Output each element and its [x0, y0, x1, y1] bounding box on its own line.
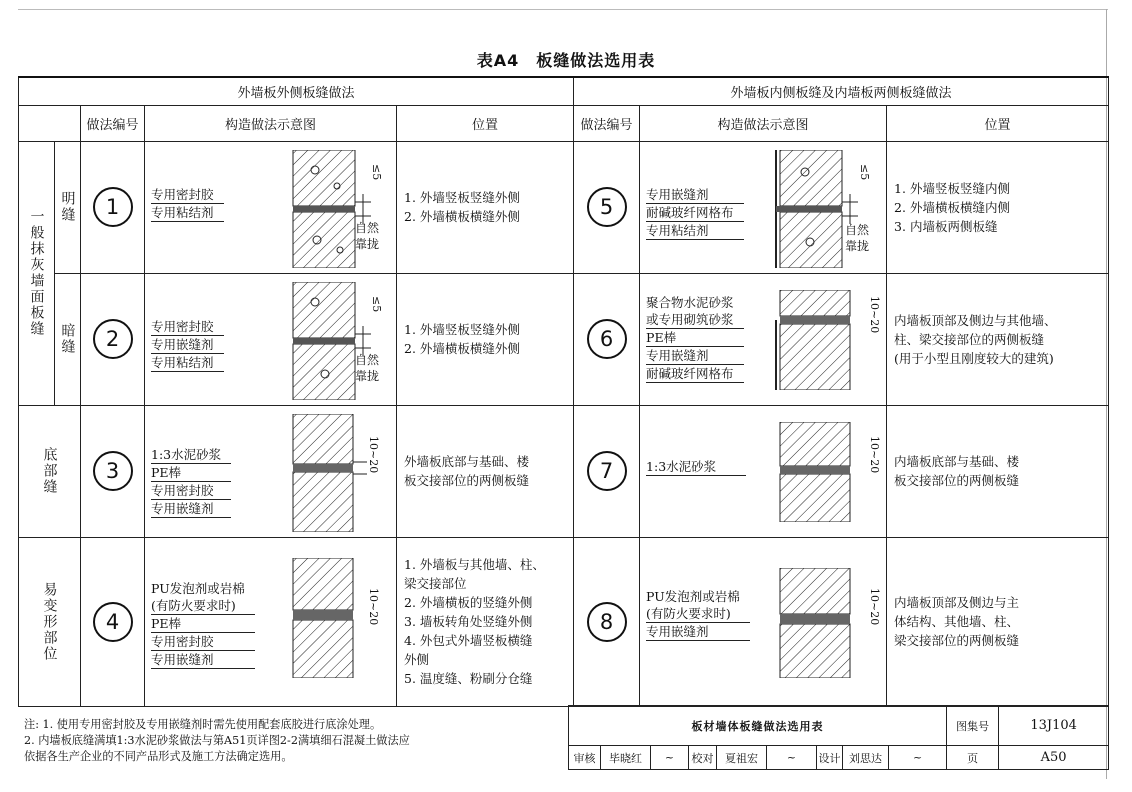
title-block	[568, 705, 1109, 770]
code-cell-5	[574, 141, 640, 273]
diagram-labels: 1:3水泥砂浆 PE棒 专用密封胶 专用嵌缝剂	[151, 446, 231, 518]
dimension-label: 10~20	[367, 587, 380, 625]
frame-top-line	[18, 9, 1108, 10]
diagram-cell-1	[145, 141, 397, 273]
code-circle: 8	[587, 602, 627, 642]
diagram-cell-4	[145, 537, 397, 706]
header-diagram-left: 构造做法示意图	[145, 105, 397, 141]
category-hidden: 暗缝	[55, 273, 81, 405]
joint-diagram	[285, 414, 375, 532]
code-circle: 7	[587, 451, 627, 491]
corner-cell	[19, 105, 81, 141]
diagram-cell-6	[640, 273, 887, 405]
code-circle: 1	[93, 187, 133, 227]
category-deform: 易变形部位	[19, 537, 81, 706]
joint-method-table	[18, 76, 1109, 707]
diagram-cell-5	[640, 141, 887, 273]
dimension-label: 10~20	[868, 295, 882, 333]
code-cell-1	[81, 141, 145, 273]
category-open: 明缝	[55, 141, 81, 273]
category-bottom: 底部缝	[19, 405, 81, 537]
page-number: A50	[999, 746, 1109, 770]
reviewer-name: 毕晓红	[601, 746, 651, 770]
header-position-left: 位置	[397, 105, 574, 141]
position-cell-6: 内墙板顶部及侧边与其他墙、 柱、梁交接部位的两侧板缝 (用于小型且刚度较大的建筑)	[887, 273, 1109, 405]
joint-diagram	[285, 558, 375, 678]
diagram-labels: 专用嵌缝剂 耐碱玻纤网格布 专用粘结剂	[646, 186, 744, 240]
atlas-label: 图集号	[947, 706, 999, 746]
code-cell-7	[574, 405, 640, 537]
code-cell-6	[574, 273, 640, 405]
label-line: 专用密封胶	[151, 186, 224, 204]
reviewer-signature: ~	[651, 746, 689, 770]
note-line: 2. 内墙板底缝满填1:3水泥砂浆做法与第A51页详图2-2满填细石混凝土做法应	[24, 734, 410, 747]
dimension-label: ≤5	[370, 295, 383, 312]
code-circle: 5	[587, 187, 627, 227]
joint-diagram	[770, 290, 860, 390]
diagram-cell-2	[145, 273, 397, 405]
header-code-left: 做法编号	[81, 105, 145, 141]
code-cell-8	[574, 537, 640, 706]
designer-signature: ~	[889, 746, 947, 770]
position-cell-2: 1. 外墙竖板竖缝外侧 2. 外墙横板横缝外侧	[397, 273, 574, 405]
dimension-label: 10~20	[868, 587, 882, 625]
code-cell-2	[81, 273, 145, 405]
designer-name: 刘思达	[843, 746, 889, 770]
natural-note: 自然 靠拢	[355, 220, 380, 251]
check-label: 校对	[689, 746, 717, 770]
position-cell-5: 1. 外墙竖板竖缝内侧 2. 外墙横板横缝内侧 3. 内墙板两侧板缝	[887, 141, 1109, 273]
checker-name: 夏祖宏	[717, 746, 767, 770]
review-label: 审核	[569, 746, 601, 770]
natural-note: 自然 靠拢	[845, 222, 870, 253]
code-circle: 6	[587, 319, 627, 359]
code-cell-4	[81, 537, 145, 706]
dimension-label: 10~20	[367, 435, 380, 473]
dimension-label: 10~20	[868, 435, 882, 473]
notes	[24, 717, 559, 765]
diagram-labels: 1:3水泥砂浆	[646, 458, 746, 476]
dimension-label: ≤5	[858, 163, 872, 180]
right-group-header: 外墙板内侧板缝及内墙板两侧板缝做法	[574, 77, 1109, 105]
diagram-labels	[151, 186, 224, 222]
left-group-header: 外墙板外侧板缝做法	[19, 77, 574, 105]
atlas-number: 13J104	[999, 706, 1109, 746]
position-cell-3: 外墙板底部与基础、楼 板交接部位的两侧板缝	[397, 405, 574, 537]
sheet-title: 板材墙体板缝做法选用表	[569, 706, 947, 746]
header-code-right: 做法编号	[574, 105, 640, 141]
diagram-cell-7	[640, 405, 887, 537]
code-circle: 4	[93, 602, 133, 642]
code-circle: 2	[93, 319, 133, 359]
note-line: 依据各生产企业的不同产品形式及施工方法确定选用。	[24, 750, 293, 763]
header-position-right: 位置	[887, 105, 1109, 141]
table-title: 表A4 板缝做法选用表	[476, 51, 656, 70]
diagram-cell-8	[640, 537, 887, 706]
note-line: 注: 1. 使用专用密封胶及专用嵌缝剂时需先使用配套底胶进行底涂处理。	[24, 718, 382, 731]
design-label: 设计	[817, 746, 843, 770]
position-cell-8: 内墙板顶部及侧边与主 体结构、其他墙、柱、 梁交接部位的两侧板缝	[887, 537, 1109, 706]
page-label: 页	[947, 746, 999, 770]
position-cell-7: 内墙板底部与基础、楼 板交接部位的两侧板缝	[887, 405, 1109, 537]
dimension-label: ≤5	[370, 163, 383, 180]
diagram-labels: PU发泡剂或岩棉 (有防火要求时) 专用嵌缝剂	[646, 588, 750, 641]
code-cell-3	[81, 405, 145, 537]
natural-note: 自然 靠拢	[355, 352, 380, 383]
category-general: 一般抹灰墙面板缝	[19, 141, 55, 405]
checker-signature: ~	[767, 746, 817, 770]
position-cell-1: 1. 外墙竖板竖缝外侧 2. 外墙横板横缝外侧	[397, 141, 574, 273]
header-diagram-right: 构造做法示意图	[640, 105, 887, 141]
diagram-cell-3	[145, 405, 397, 537]
joint-diagram	[770, 422, 860, 522]
position-cell-4: 1. 外墙板与其他墙、柱、 梁交接部位 2. 外墙横板的竖缝外侧 3. 墙板转角处竖缝外侧 4. 外包式外墙竖板横缝 外侧 5. 温度缝、粉刷分仓缝	[397, 537, 574, 706]
diagram-labels: PU发泡剂或岩棉 (有防火要求时) PE棒 专用密封胶 专用嵌缝剂	[151, 580, 255, 669]
code-circle: 3	[93, 451, 133, 491]
diagram-labels: 专用密封胶 专用嵌缝剂 专用粘结剂	[151, 318, 224, 372]
joint-diagram	[770, 568, 860, 678]
label-line: 专用粘结剂	[151, 204, 224, 222]
diagram-labels: 聚合物水泥砂浆 或专用砌筑砂浆 PE棒 专用嵌缝剂 耐碱玻纤网格布	[646, 294, 744, 383]
